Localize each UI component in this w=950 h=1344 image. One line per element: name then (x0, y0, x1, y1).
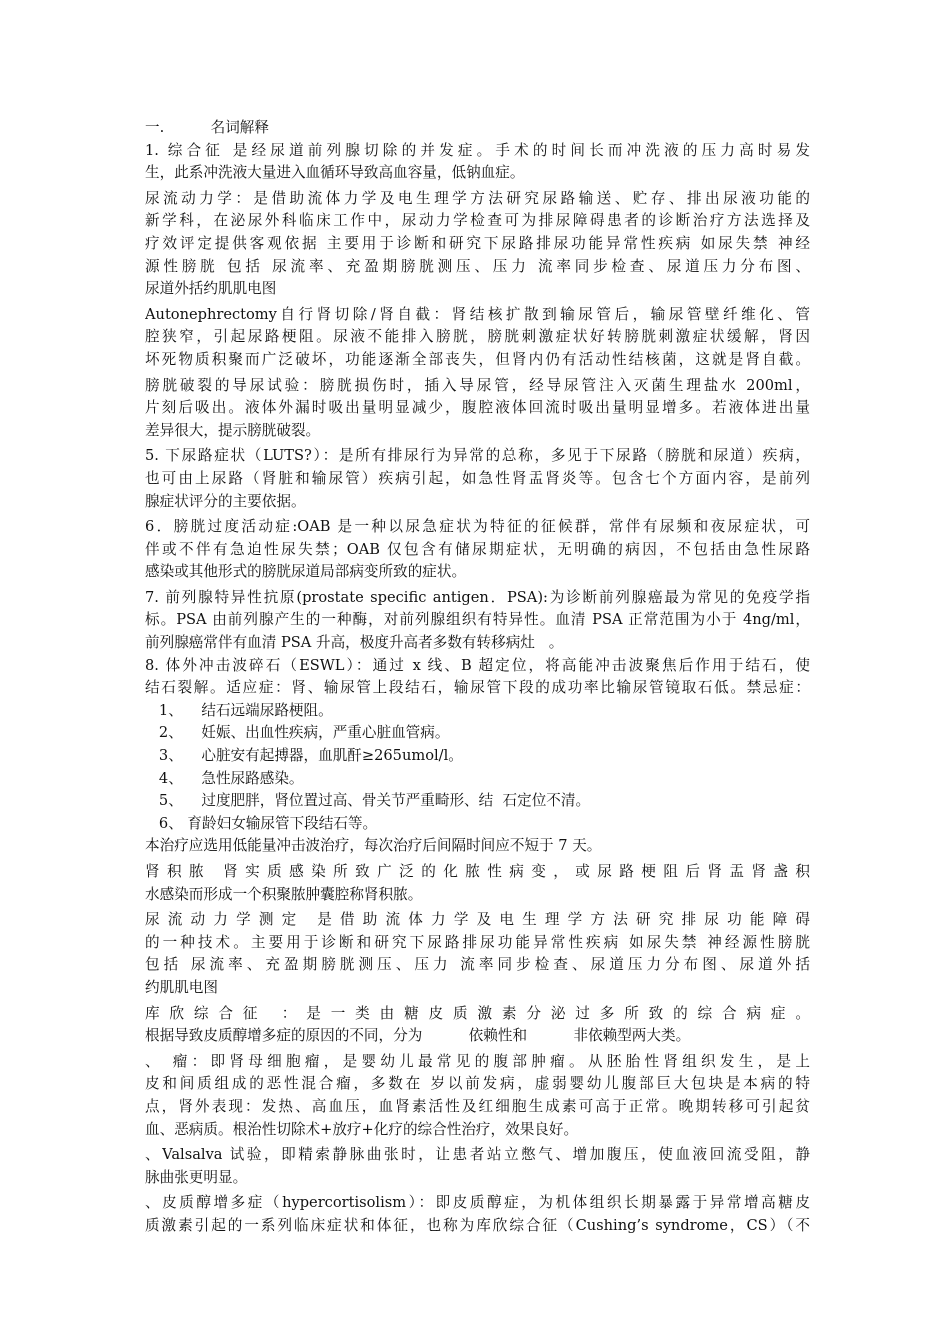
text-line: 感染或其他形式的膀胱尿道局部病变所致的症状。 (145, 563, 467, 581)
text-line: 前列腺癌常伴有血清 PSA 升高，极度升高者多数有转移病灶 。 (145, 634, 564, 652)
text-line: 膀胱破裂的导尿试验：膀胱损伤时，插入导尿管，经导尿管注入灭菌生理盐水 200ml， (145, 376, 810, 394)
text-line: 一. 名词解释 (145, 119, 269, 136)
text-line: 1、 结石远端尿路梗阻。 (145, 701, 333, 719)
text-line: 腔狭窄，引起尿路梗阻。尿液不能排入膀胱，膀胱刺激症状好转膀胱刺激症状缓解，肾因 (145, 328, 810, 346)
text-line: 片刻后吸出。液体外漏时吸出量明显减少，腹腔液体回流时吸出量明显增多。若液体进出量 (145, 399, 810, 417)
text-line: 约肌肌电图 (145, 978, 218, 996)
text-line: 伴或不伴有急迫性尿失禁；OAB 仅包含有储尿期症状，无明确的病因，不包括由急性尿路 (145, 540, 810, 558)
text-line: 脉曲张更明显。 (145, 1168, 248, 1186)
text-line: 肾积脓 肾实质感染所致广泛的化脓性病变，或尿路梗阻后肾盂肾盏积 (145, 863, 810, 880)
document-body (145, 117, 810, 1238)
text-line: 、皮质醇增多症（hypercortisolism）：即皮质醇症，为机体组织长期暴露于异常增高糖皮 (145, 1194, 810, 1212)
text-line: 根据导致皮质醇增多症的原因的不同，分为 依赖性和 非依赖型两大类。 (145, 1027, 691, 1045)
text-line: 4、 急性尿路感染。 (145, 769, 304, 787)
text-line: 结石裂解。适应症：肾、输尿管上段结石，输尿管下段的成功率比输尿管镜取石低。禁忌症： (145, 679, 810, 697)
text-line: Autonephrectomy自行肾切除/肾自截：肾结核扩散到输尿管后，输尿管壁纤维化、管 (145, 305, 810, 323)
text-line: 库欣综合征 ：是一类由糖皮质激素分泌过多所致的综合病症。 (145, 1004, 810, 1022)
text-line: 5. 下尿路症状（LUTS?）：是所有排尿行为异常的总称，多见于下尿路（膀胱和尿道）疾病， (145, 447, 810, 465)
text-line: 的一种技术。主要用于诊断和研究下尿路排尿功能异常性疾病 如尿失禁 神经源性膀胱 (145, 933, 810, 951)
text-line: 差异很大，提示膀胱破裂。 (145, 421, 321, 439)
text-line: 尿流动力学测定 是借助流体力学及电生理学方法研究排尿功能障碍 (145, 911, 810, 929)
text-line: 包括 尿流率、充盈期膀胱测压、压力 流率同步检查、尿道压力分布图、尿道外括 (145, 956, 810, 974)
text-line: 皮和间质组成的恶性混合瘤，多数在 岁以前发病，虚弱婴幼儿腹部巨大包块是本病的特 (145, 1075, 810, 1093)
text-line: 疗效评定提供客观依据 主要用于诊断和研究下尿路排尿功能异常性疾病 如尿失禁 神经 (145, 234, 810, 252)
text-line: 生，此系冲洗液大量进入血循环导致高血容量，低钠血症。 (145, 164, 525, 182)
text-line: 6．膀胱过度活动症:OAB 是一种以尿急症状为特征的征候群，常伴有尿频和夜尿症状，可 (145, 518, 810, 536)
text-line: 2、 妊娠、出血性疾病，严重心脏血管病。 (145, 724, 450, 742)
text-line: 新学科，在泌尿外科临床工作中，尿动力学检查可为排尿障碍患者的诊断治疗方法选择及 (145, 212, 810, 230)
text-line: 标。PSA 由前列腺产生的一种酶，对前列腺组织有特异性。血清 PSA 正常范围为小于 4ng/ml， (145, 611, 810, 629)
text-line: 质激素引起的一系列临床症状和体征，也称为库欣综合征（Cushing’s syndrome，CS）（不 (145, 1216, 810, 1234)
text-line: 6、 育龄妇女输尿管下段结石等。 (145, 814, 378, 832)
text-line: 也可由上尿路（肾脏和输尿管）疾病引起，如急性肾盂肾炎等。包含七个方面内容，是前列 (145, 469, 810, 487)
text-line: 源性膀胱 包括 尿流率、充盈期膀胱测压、压力 流率同步检查、尿道压力分布图、 (145, 257, 810, 275)
text-line: 、 瘤：即肾母细胞瘤，是婴幼儿最常见的腹部肿瘤。从胚胎性肾组织发生，是上 (145, 1052, 810, 1070)
text-line: 血、恶病质。根治性切除术+放疗+化疗的综合性治疗，效果良好。 (145, 1120, 579, 1138)
text-line: 本治疗应选用低能量冲击波治疗，每次治疗后间隔时间应不短于 7 天。 (145, 837, 602, 855)
text-line: 点，肾外表现：发热、高血压，血肾素活性及红细胞生成素可高于正常。晚期转移可引起贫 (145, 1097, 810, 1115)
text-line: 1. 综合征 是经尿道前列腺切除的并发症。手术的时间长而冲洗液的压力高时易发 (145, 141, 810, 159)
text-line: 尿道外括约肌肌电图 (145, 280, 277, 298)
text-line: 、Valsalva 试验，即精索静脉曲张时，让患者站立憋气、增加腹压，使血液回流受阻，静 (145, 1146, 810, 1164)
text-line: 腺症状评分的主要依据。 (145, 492, 306, 510)
text-line: 5、 过度肥胖，肾位置过高、骨关节严重畸形、结 石定位不清。 (145, 792, 591, 810)
text-line: 7. 前列腺特异性抗原(prostate specific antigen．PSA):为诊断前列腺癌最为常见的免疫学指 (145, 588, 810, 606)
text-line: 尿流动力学：是借助流体力学及电生理学方法研究尿路输送、贮存、排出尿液功能的 (145, 189, 810, 207)
text-line: 8. 体外冲击波碎石（ESWL）：通过 x 线、B 超定位，将高能冲击波聚焦后作用于结石，使 (145, 656, 810, 674)
text-line: 水感染而形成一个积聚脓肿囊腔称肾积脓。 (145, 885, 423, 903)
text-line: 3、 心脏安有起搏器，血肌酐≥265umol/l。 (145, 747, 463, 765)
text-line: 坏死物质积聚而广泛破坏，功能逐渐全部丧失，但肾内仍有活动性结核菌，这就是肾自截。 (145, 350, 810, 368)
